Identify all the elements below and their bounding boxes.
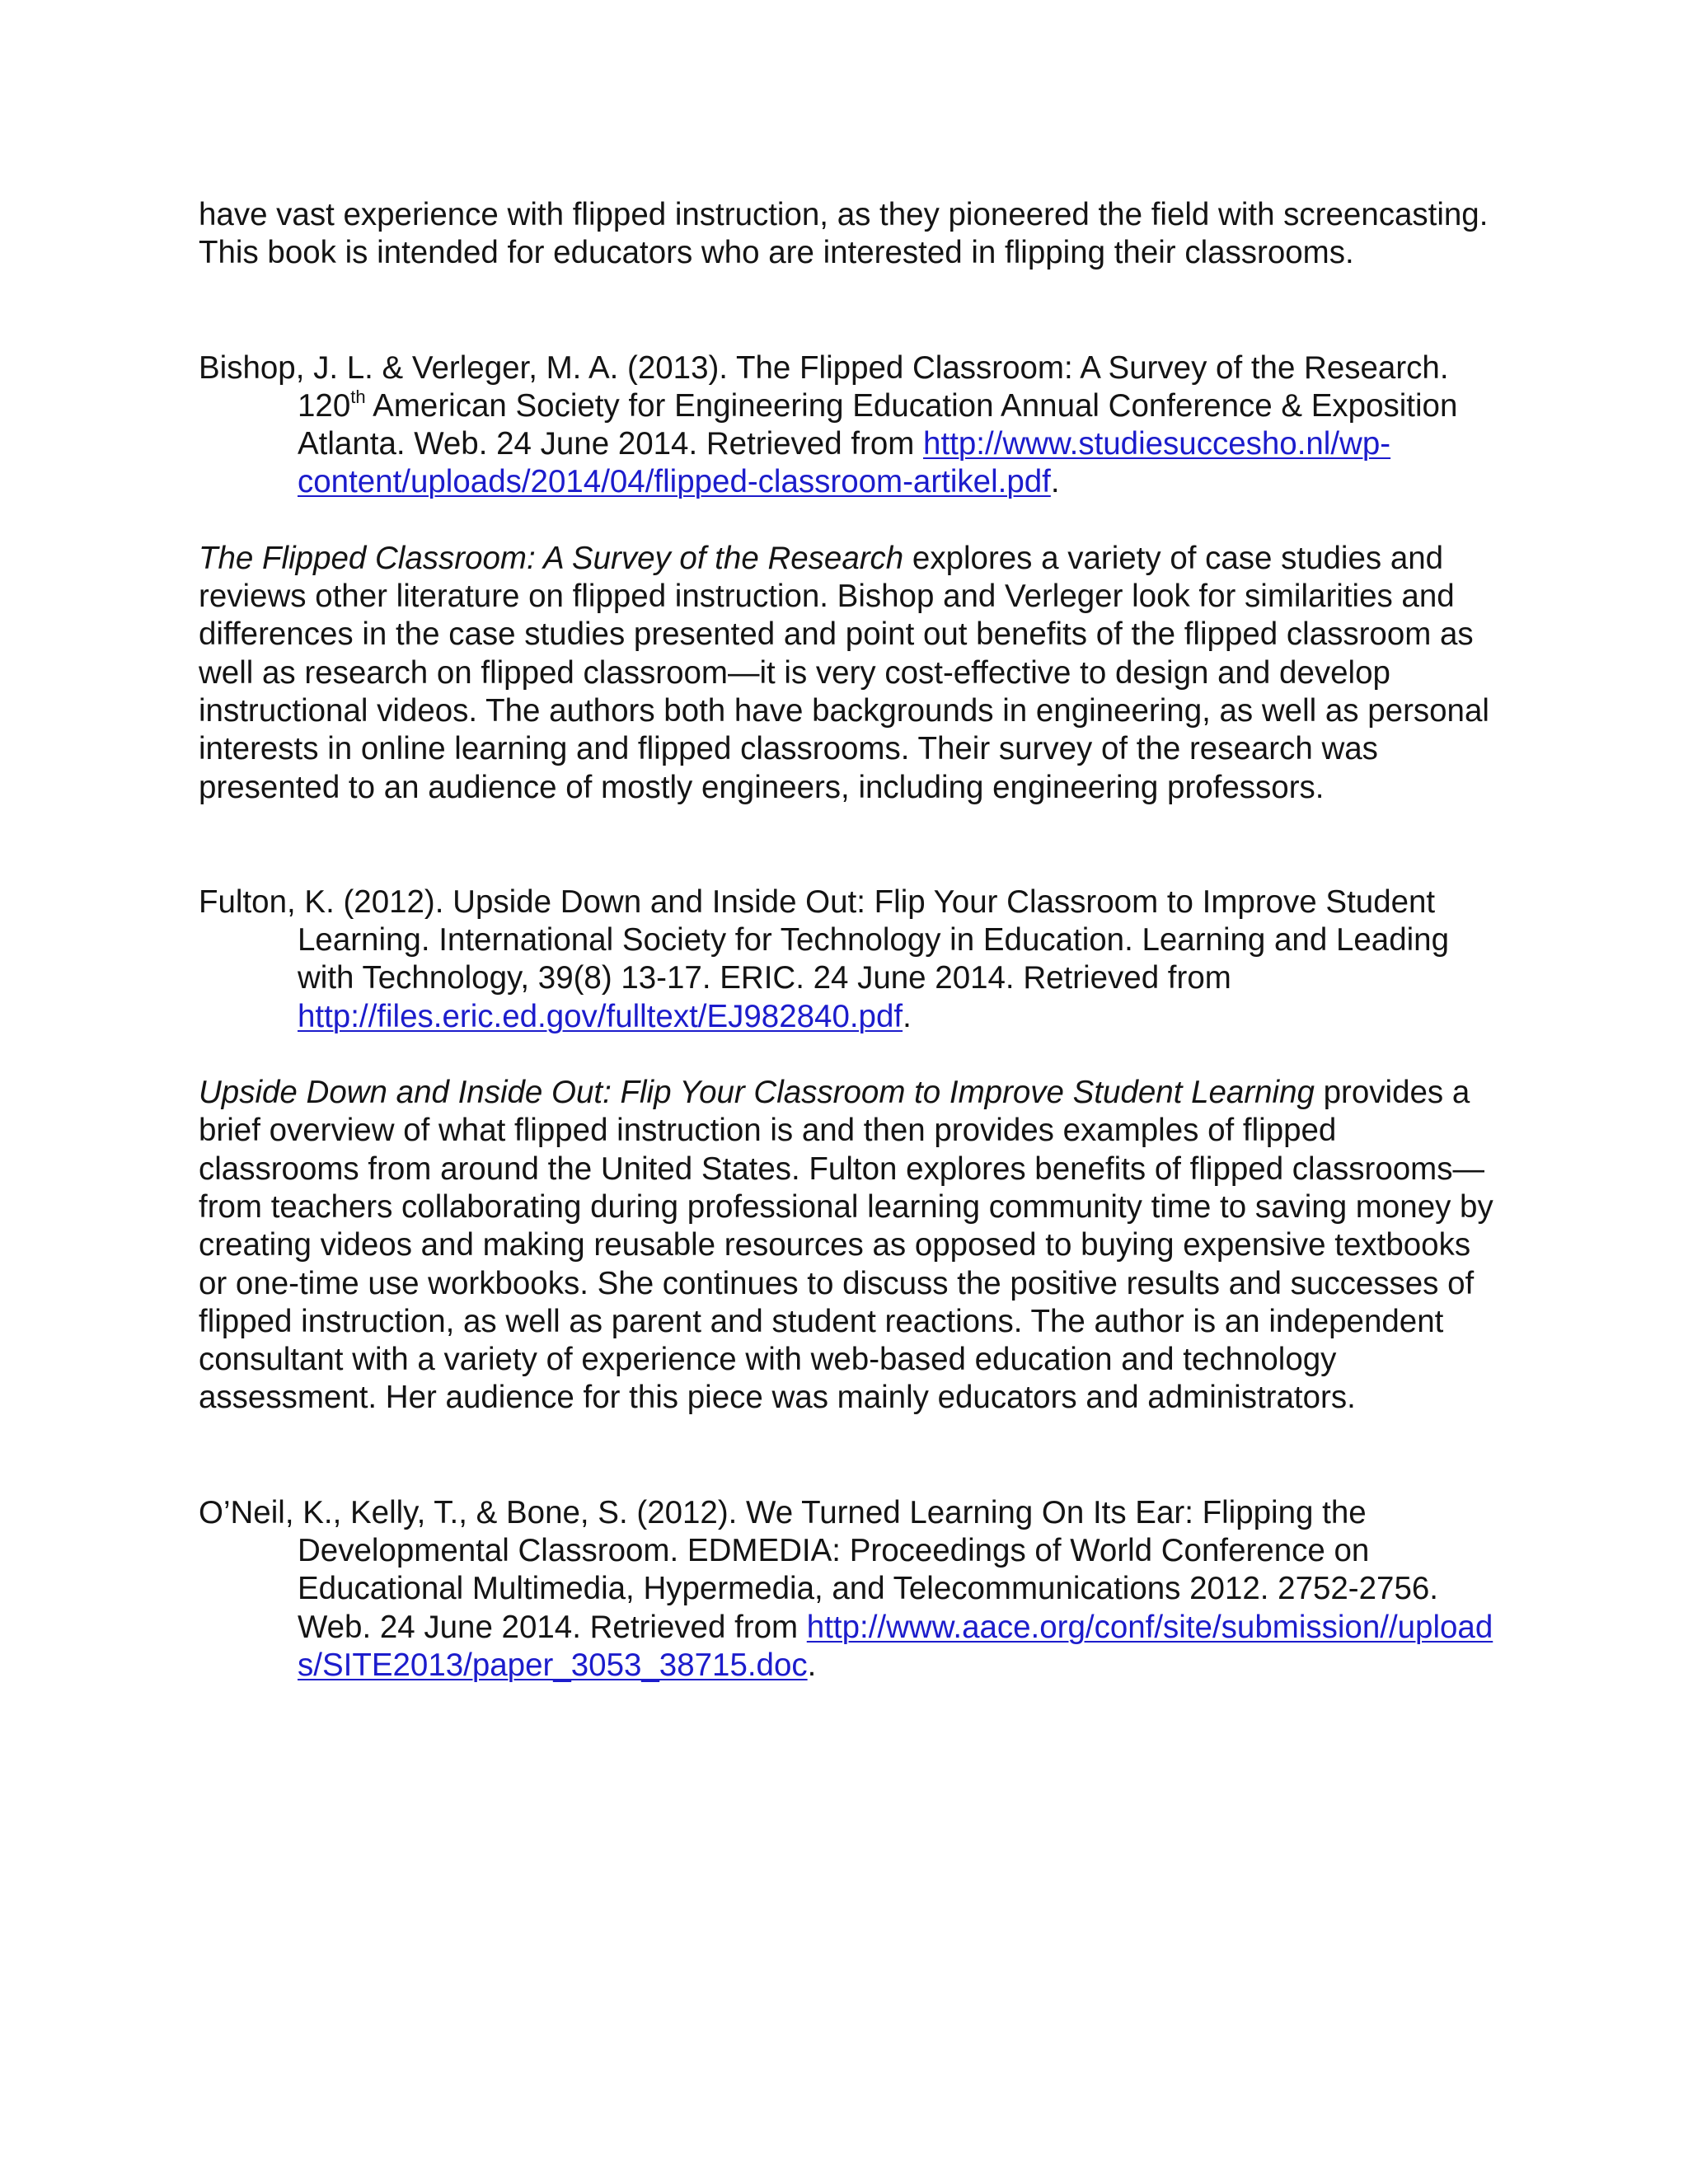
citation-oneil-text: O’Neil, K., Kelly, T., & Bone, S. (2012). We Turned Learning On Its Ear: Flipping the Developmental Classroom. EDMEDIA: Proceedings of World Conference on Educational Multimedia, Hypermedia, and Telecommunications 2012. 2752-2756. Web. 24 June 2014. Retrieved from <box>199 1494 1438 1645</box>
citation-fulton-text: Fulton, K. (2012). Upside Down and Inside Out: Flip Your Classroom to Improve Student Learning. International Society for Technology in Education. Learning and Leading with Technology, 39(8) 13-17. ERIC. 24 June 2014. Retrieved from <box>199 883 1449 996</box>
document-body <box>199 196 1501 1685</box>
annotation-fulton <box>199 1074 1501 1418</box>
citation-bishop <box>199 349 1501 502</box>
annotation-fulton-body: provides a brief overview of what flipped instruction is and then provides examples of flipped classrooms from around the United States. Fulton explores benefits of flipped classrooms—from teachers collaborating during professional learning community time to saving money by creating videos and making reusable resources as opposed to buying expensive textbooks or one-time use workbooks. She continues to discuss the positive results and successes of flipped instruction, as well as parent and student reactions. The author is an independent consultant with a variety of experience with web-based education and technology assessment. Her audience for this piece was mainly educators and administrators. <box>199 1075 1493 1416</box>
intro-paragraph: have vast experience with flipped instruction, as they pioneered the field with screencasting. This book is intended for educators who are interested in flipping their classrooms. <box>199 197 1489 271</box>
citation-oneil <box>199 1494 1501 1685</box>
annotation-bishop-title: The Flipped Classroom: A Survey of the Research <box>199 540 904 576</box>
annotation-bishop <box>199 540 1501 807</box>
citation-fulton-period: . <box>903 998 912 1034</box>
citation-bishop-period: . <box>1050 464 1060 500</box>
citation-fulton <box>199 883 1501 1036</box>
bishop-url-link[interactable]: http://www.studiesuccesho.nl/wp-content/uploads/2014/04/flipped-classroom-artikel.pdf <box>298 426 1391 500</box>
oneil-url-link[interactable]: http://www.aace.org/conf/site/submission//uploads/SITE2013/paper_3053_38715.doc <box>298 1609 1493 1683</box>
citation-bishop-text: Bishop, J. L. & Verleger, M. A. (2013). The Flipped Classroom: A Survey of the Research. 120 <box>199 349 1449 424</box>
fulton-url-link[interactable]: http://files.eric.ed.gov/fulltext/EJ982840.pdf <box>298 998 903 1034</box>
citation-oneil-period: . <box>807 1647 817 1683</box>
citation-bishop-superscript: th <box>350 386 366 407</box>
annotation-fulton-title: Upside Down and Inside Out: Flip Your Classroom to Improve Student Learning <box>199 1075 1315 1111</box>
citation-bishop-text-continued: American Society for Engineering Education Annual Conference & Exposition Atlanta. Web. 24 June 2014. Retrieved from <box>298 387 1458 462</box>
annotation-bishop-body: explores a variety of case studies and reviews other literature on flipped instruction. Bishop and Verleger look for similarities and differences in the case studies presented and point out benefits of the flipped classroom as well as research on flipped classroom—it is very cost-effective to design and develop instructional videos. The authors both have backgrounds in engineering, as well as personal interests in online learning and flipped classrooms. Their survey of the research was presented to an audience of mostly engineers, including engineering professors. <box>199 540 1489 805</box>
